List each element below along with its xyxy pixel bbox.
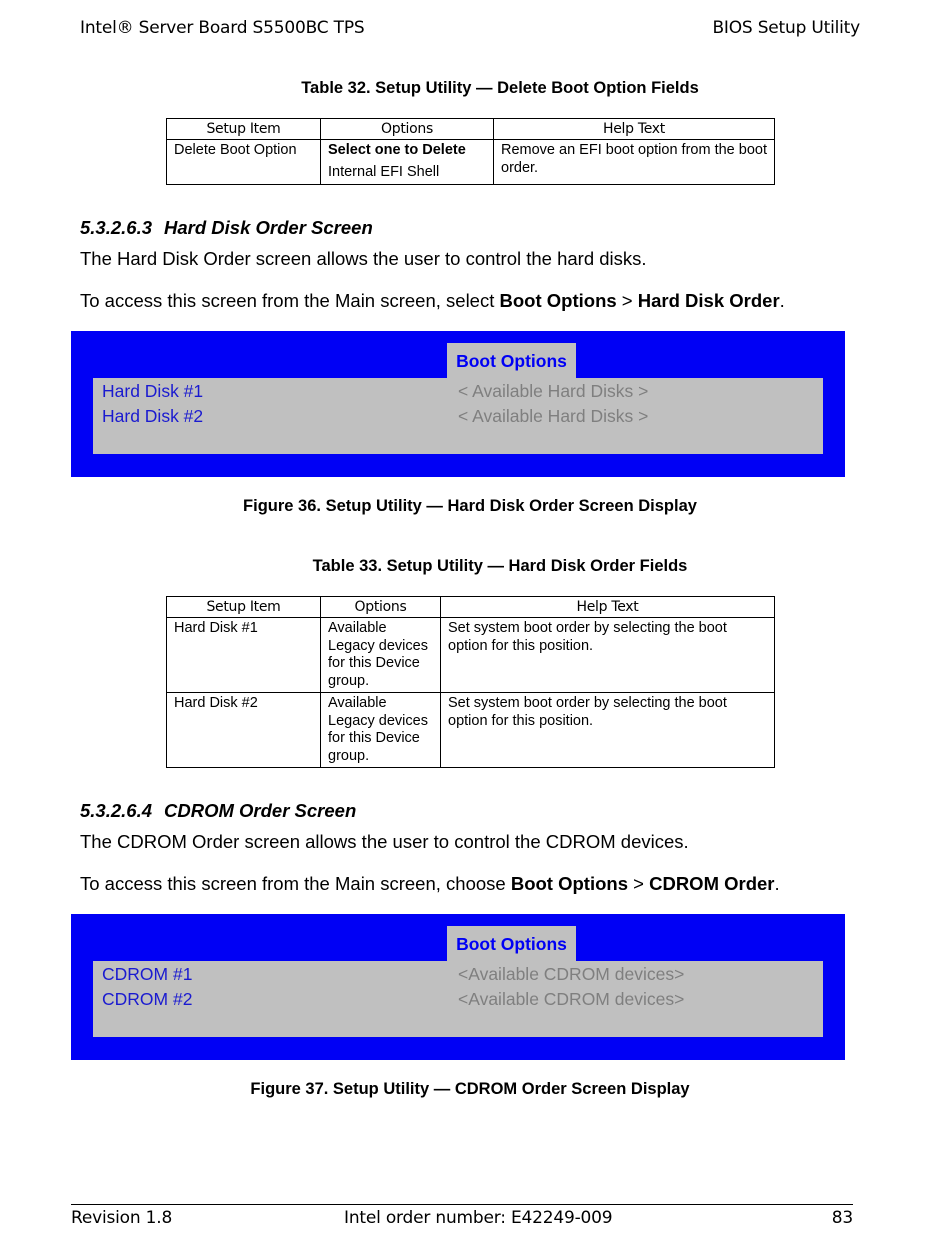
bios-screen-hard-disk-order [71,331,845,477]
column-header-help-text: Help Text [494,119,775,140]
table-row [167,618,775,693]
text-span: To access this screen from the Main screen, select [80,290,500,311]
figure-36-caption: Figure 36. Setup Utility — Hard Disk Order Screen Display [243,497,697,515]
footer-order-number: Intel order number: E42249-009 [344,1208,613,1228]
tab-boot-options[interactable]: Boot Options [447,926,576,962]
tab-boot-options[interactable]: Boot Options [447,343,576,379]
cell-help-text: Remove an EFI boot option from the boot order. [494,140,775,185]
section-title: CDROM Order Screen [164,800,357,821]
section-number: 5.3.2.6.3 [80,217,153,238]
column-header-setup-item: Setup Item [167,597,321,618]
column-header-setup-item: Setup Item [167,119,321,140]
bios-screen-cdrom-order [71,914,845,1060]
cell-help-text: Set system boot order by selecting the boot option for this position. [441,618,775,693]
header-document-title: Intel® Server Board S5500BC TPS [80,18,365,38]
bios-value-hard-disk-2[interactable]: < Available Hard Disks > [458,406,649,426]
bios-item-hard-disk-1[interactable]: Hard Disk #1 [102,381,204,401]
section-heading-hard-disk-order [80,217,373,239]
table-33-caption: Table 33. Setup Utility — Hard Disk Order Fields [312,557,688,575]
section-number: 5.3.2.6.4 [80,800,153,821]
section-heading-cdrom-order [80,800,356,822]
paragraph-intro: The Hard Disk Order screen allows the user to control the hard disks. [80,248,647,269]
footer-page-number: 83 [831,1208,853,1228]
table-row [167,693,775,768]
bios-value-hard-disk-1[interactable]: < Available Hard Disks > [458,381,649,401]
options-line: Internal EFI Shell [328,163,440,180]
table-33 [166,596,775,768]
bold-menu-path: CDROM Order [649,873,775,894]
cell-setup-item: Hard Disk #2 [167,693,321,768]
options-bold-line: Select one to Delete [328,142,466,158]
table-row [167,140,775,185]
column-header-options: Options [321,597,441,618]
cell-setup-item: Delete Boot Option [167,140,321,185]
bios-item-cdrom-1[interactable]: CDROM #1 [102,964,193,984]
footer-revision: Revision 1.8 [71,1208,173,1228]
cell-options: Available Legacy devices for this Device group. [321,693,441,768]
footer-divider [71,1204,853,1205]
cell-help-text: Set system boot order by selecting the boot option for this position. [441,693,775,768]
bold-menu-path: Boot Options [510,873,628,894]
table-32 [166,118,775,185]
bios-value-cdrom-2[interactable]: <Available CDROM devices> [458,989,685,1009]
bold-menu-path: Hard Disk Order [637,290,780,311]
header-section-title: BIOS Setup Utility [712,18,860,38]
cell-options: Available Legacy devices for this Device group. [321,618,441,693]
bios-item-hard-disk-2[interactable]: Hard Disk #2 [102,406,204,426]
column-header-options: Options [321,119,494,140]
text-span: . [774,873,780,894]
text-span: . [779,290,785,311]
paragraph-intro: The CDROM Order screen allows the user to control the CDROM devices. [80,831,689,852]
column-header-help-text: Help Text [441,597,775,618]
cell-setup-item: Hard Disk #1 [167,618,321,693]
bold-menu-path: Boot Options [499,290,617,311]
section-title: Hard Disk Order Screen [164,217,373,238]
bios-value-cdrom-1[interactable]: <Available CDROM devices> [458,964,685,984]
text-span: > [616,290,638,311]
text-span: > [628,873,650,894]
paragraph-access [80,290,785,312]
paragraph-access [80,873,780,895]
bios-panel [93,961,823,1037]
text-span: To access this screen from the Main screen, choose [80,873,511,894]
cell-options [321,140,494,185]
bios-panel [93,378,823,454]
table-32-caption: Table 32. Setup Utility — Delete Boot Option Fields [301,79,699,97]
figure-37-caption: Figure 37. Setup Utility — CDROM Order Screen Display [250,1080,690,1098]
bios-item-cdrom-2[interactable]: CDROM #2 [102,989,193,1009]
